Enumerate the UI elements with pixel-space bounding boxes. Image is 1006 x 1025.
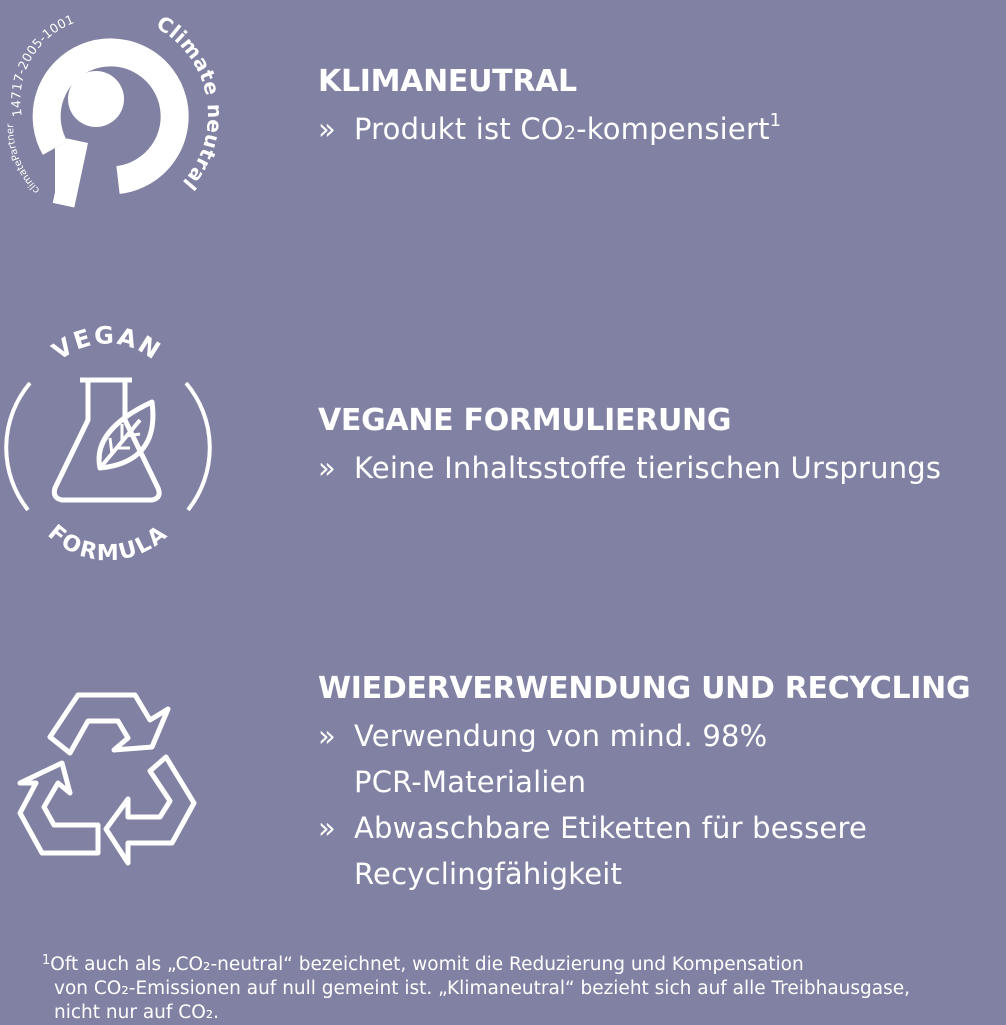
recycling-item-1-line-1: Verwendung von mind. 98%: [354, 719, 768, 753]
climate-list-item: [318, 106, 781, 156]
vegan-formula-badge: [0, 320, 215, 565]
recycling-badge: [10, 685, 205, 875]
climate-item-text: Produkt ist CO: [354, 112, 564, 146]
recycling-item-1-line-2: PCR-Materialien: [354, 765, 587, 799]
badge-id-text: 14717-2005-1001: [8, 11, 77, 118]
recycle-icon: [10, 685, 205, 875]
footnote-mark: 1: [42, 953, 51, 968]
footnote-reference: 1: [769, 110, 782, 131]
footnote: [42, 953, 910, 1025]
svg-text:FORMULA: [43, 520, 173, 566]
vegan-badge-bottom-text: FORMULA: [42, 520, 174, 567]
footnote-line-3: nicht nur auf CO₂.: [54, 1002, 220, 1023]
recycling-item-2-line-1: Abwaschbare Etiketten für bessere: [354, 811, 867, 845]
climate-partner-logo-icon: [0, 0, 228, 225]
recycling-list-item: [318, 805, 970, 897]
vegan-heading: VEGANE FORMULIERUNG: [318, 403, 732, 438]
climate-heading: KLIMANEUTRAL: [318, 64, 577, 99]
flask-leaf-icon: [0, 320, 215, 565]
climate-neutral-badge: [0, 0, 228, 225]
vegan-item-text: Keine Inhaltsstoffe tierischen Ursprungs: [354, 451, 942, 485]
footnote-line-1-text: Oft auch als „CO₂-neutral“ bezeichnet, womit die Reduzierung und Kompensation: [50, 954, 804, 975]
bullet-marker: »: [318, 811, 336, 845]
recycling-list-item: [318, 713, 970, 805]
vegan-list-item: [318, 445, 941, 491]
climate-item-text-end: -kompensiert: [576, 112, 770, 146]
vegan-badge-top-text: VEGAN: [47, 321, 167, 366]
bullet-marker: »: [318, 112, 336, 146]
climate-item-subscript: 2: [563, 122, 577, 144]
footnote-line-2: von CO₂-Emissionen auf null gemeint ist. „Klimaneutral“ bezieht sich auf alle Treibhausgase,: [54, 978, 911, 999]
recycling-heading: WIEDERVERWENDUNG UND RECYCLING: [318, 671, 971, 706]
climate-section: [318, 64, 781, 156]
badge-brand-text: climatePartner: [5, 123, 43, 196]
footnote-line-1: [42, 953, 910, 977]
svg-text:VEGAN: [47, 321, 166, 365]
recycling-item-2-line-2: Recyclingfähigkeit: [354, 857, 623, 891]
recycling-section: [318, 671, 970, 897]
bullet-marker: »: [318, 719, 336, 753]
badge-title-text: Climate neutral: [152, 10, 228, 196]
vegan-section: [318, 403, 941, 491]
bullet-marker: »: [318, 451, 336, 485]
